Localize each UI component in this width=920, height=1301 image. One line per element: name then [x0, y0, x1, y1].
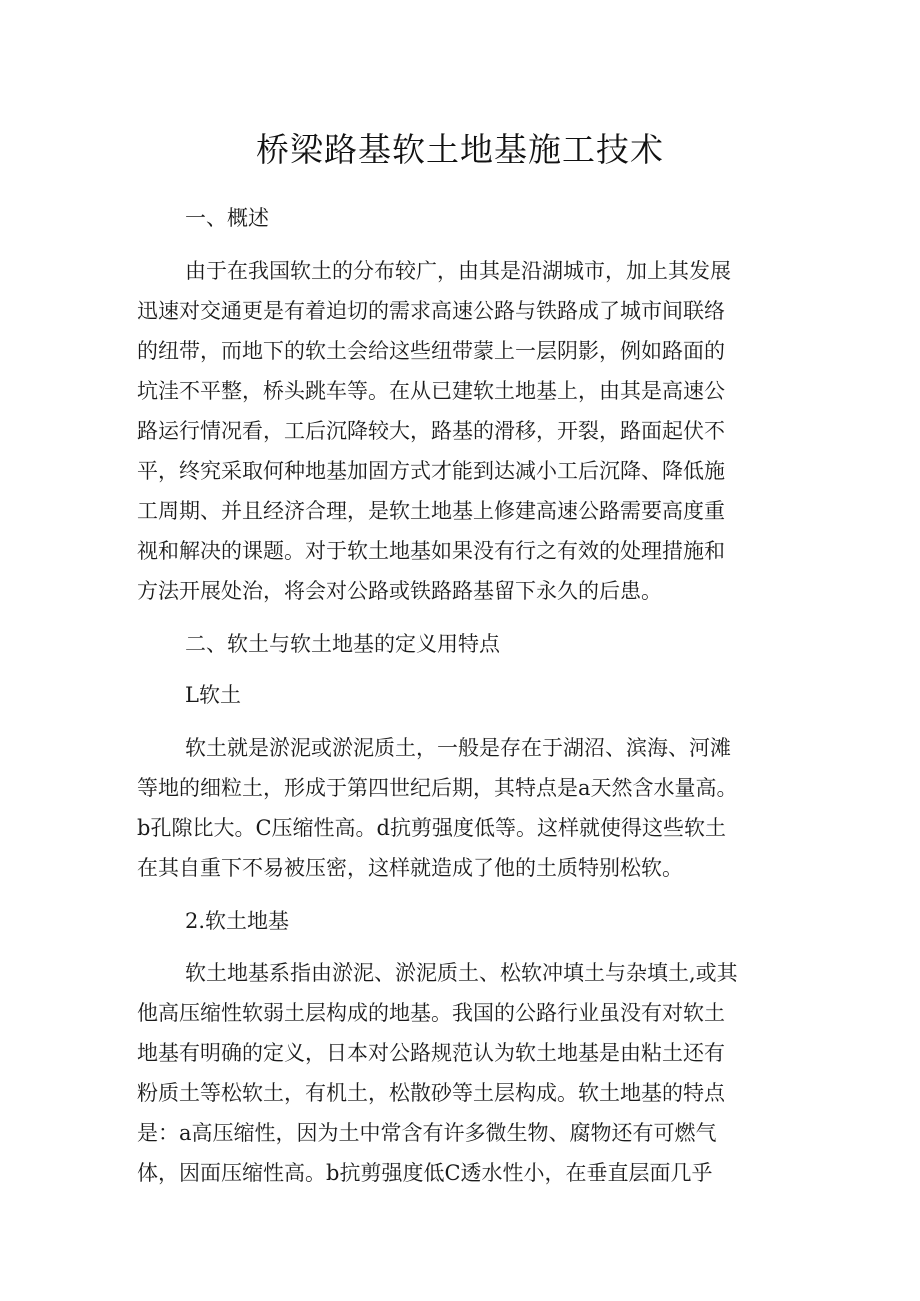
paragraph-line: 粉质土等松软土，有机土，松散砂等土层构成。软土地基的特点 — [137, 1081, 725, 1105]
paragraph-line: 地基有明确的定义，日本对公路规范认为软土地基是由粘土还有 — [137, 1041, 725, 1065]
paragraph-line: 平，终究采取何种地基加固方式才能到达减小工后沉降、降低施 — [137, 459, 725, 483]
paragraph-line: 他高压缩性软弱土层构成的地基。我国的公路行业虽没有对软土 — [137, 1001, 725, 1025]
paragraph-line: 是：a高压缩性，因为土中常含有许多微生物、腐物还有可燃气 — [137, 1121, 717, 1145]
paragraph-line: 软土就是淤泥或淤泥质土，一般是存在于湖沼、滨海、河滩 — [185, 736, 731, 760]
paragraph-line: 由于在我国软土的分布较广，由其是沿湖城市，加上其发展 — [185, 259, 731, 283]
paragraph-line: 视和解决的课题。对于软土地基如果没有行之有效的处理措施和 — [137, 539, 725, 563]
subsection-heading-soft-foundation: 2.软土地基 — [185, 909, 290, 933]
section-heading-overview: 一、概述 — [185, 206, 269, 230]
paragraph-line: 软土地基系指由淤泥、淤泥质土、松软冲填土与杂填土,或其 — [185, 961, 738, 985]
paragraph-line: 在其自重下不易被压密，这样就造成了他的土质特别松软。 — [137, 856, 683, 880]
paragraph-line: 坑洼不平整，桥头跳车等。在从已建软土地基上，由其是高速公 — [137, 379, 725, 403]
paragraph-line: b孔隙比大。C压缩性高。d抗剪强度低等。这样就使得这些软土 — [137, 816, 726, 840]
paragraph-line: 等地的细粒土，形成于第四世纪后期，其特点是a天然含水量高。 — [137, 776, 738, 800]
subsection-heading-soft-soil: L软土 — [185, 683, 241, 707]
paragraph-line: 工周期、并且经济合理，是软土地基上修建高速公路需要高度重 — [137, 499, 725, 523]
paragraph-line: 的纽带，而地下的软土会给这些纽带蒙上一层阴影，例如路面的 — [137, 339, 725, 363]
document-title: 桥梁路基软土地基施工技术 — [256, 130, 664, 169]
section-heading-definitions: 二、软土与软土地基的定义用特点 — [185, 632, 500, 656]
paragraph-line: 路运行情况看，工后沉降较大，路基的滑移，开裂，路面起伏不 — [137, 419, 725, 443]
paragraph-line: 方法开展处治，将会对公路或铁路路基留下永久的后患。 — [137, 579, 662, 603]
paragraph-line: 体，因面压缩性高。b抗剪强度低C透水性小，在垂直层面几乎 — [137, 1161, 713, 1185]
paragraph-line: 迅速对交通更是有着迫切的需求高速公路与铁路成了城市间联络 — [137, 299, 725, 323]
